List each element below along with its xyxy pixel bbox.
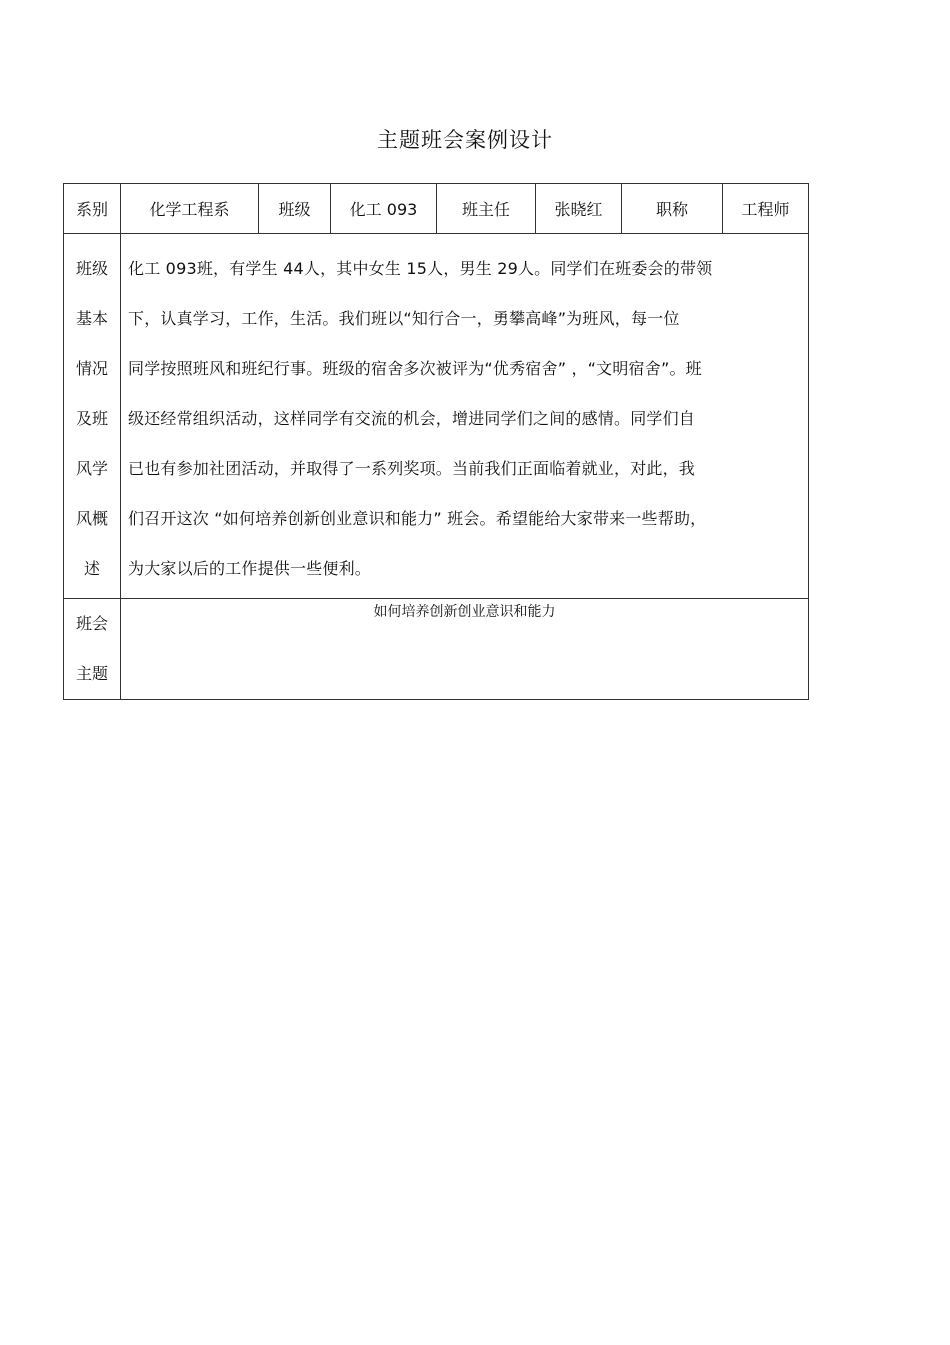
summary-line: 下，认真学习，工作，生活。我们班以“知行合一，勇攀高峰”为班风，每一位 bbox=[128, 309, 680, 328]
summary-label bbox=[64, 234, 121, 599]
summary-label-line: 班级 bbox=[75, 259, 108, 278]
document-title: 主题班会案例设计 bbox=[377, 128, 553, 152]
summary-row bbox=[64, 234, 809, 599]
summary-text bbox=[121, 234, 809, 599]
summary-label-line: 及班 bbox=[75, 409, 108, 428]
summary-line: 化工 093班，有学生 44人，其中女生 15人，男生 29人。同学们在班委会的带领 bbox=[128, 259, 713, 278]
topic-label-line: 班会 bbox=[75, 614, 108, 633]
summary-line: 级还经常组织活动，这样同学有交流的机会，增进同学们之间的感情。同学们自 bbox=[128, 409, 696, 428]
summary-label-line: 基本 bbox=[75, 309, 108, 328]
topic-row bbox=[64, 599, 809, 700]
header-row bbox=[64, 184, 809, 234]
class-label: 班级 bbox=[259, 184, 331, 234]
summary-label-line: 风概 bbox=[75, 509, 108, 528]
rank-label: 职称 bbox=[622, 184, 723, 234]
summary-label-line: 风学 bbox=[75, 459, 108, 478]
topic-value: 如何培养创新创业意识和能力 bbox=[121, 599, 809, 700]
summary-label-line: 情况 bbox=[75, 359, 108, 378]
teacher-value: 张晓红 bbox=[536, 184, 622, 234]
rank-value: 工程师 bbox=[723, 184, 809, 234]
topic-label bbox=[64, 599, 121, 700]
summary-line: 们召开这次 “如何培养创新创业意识和能力” 班会。希望能给大家带来一些帮助， bbox=[128, 509, 707, 528]
teacher-label: 班主任 bbox=[437, 184, 536, 234]
summary-line: 同学按照班风和班纪行事。班级的宿舍多次被评为“优秀宿舍” ，“文明宿舍”。班 bbox=[128, 359, 702, 378]
summary-line: 已也有参加社团活动，并取得了一系列奖项。当前我们正面临着就业，对此，我 bbox=[128, 459, 696, 478]
dept-value: 化学工程系 bbox=[121, 184, 259, 234]
dept-label: 系别 bbox=[64, 184, 121, 234]
class-info-table bbox=[63, 183, 809, 700]
topic-label-line: 主题 bbox=[75, 664, 108, 683]
summary-label-line: 述 bbox=[83, 559, 100, 578]
class-value: 化工 093 bbox=[331, 184, 437, 234]
summary-line: 为大家以后的工作提供一些便利。 bbox=[128, 559, 372, 578]
